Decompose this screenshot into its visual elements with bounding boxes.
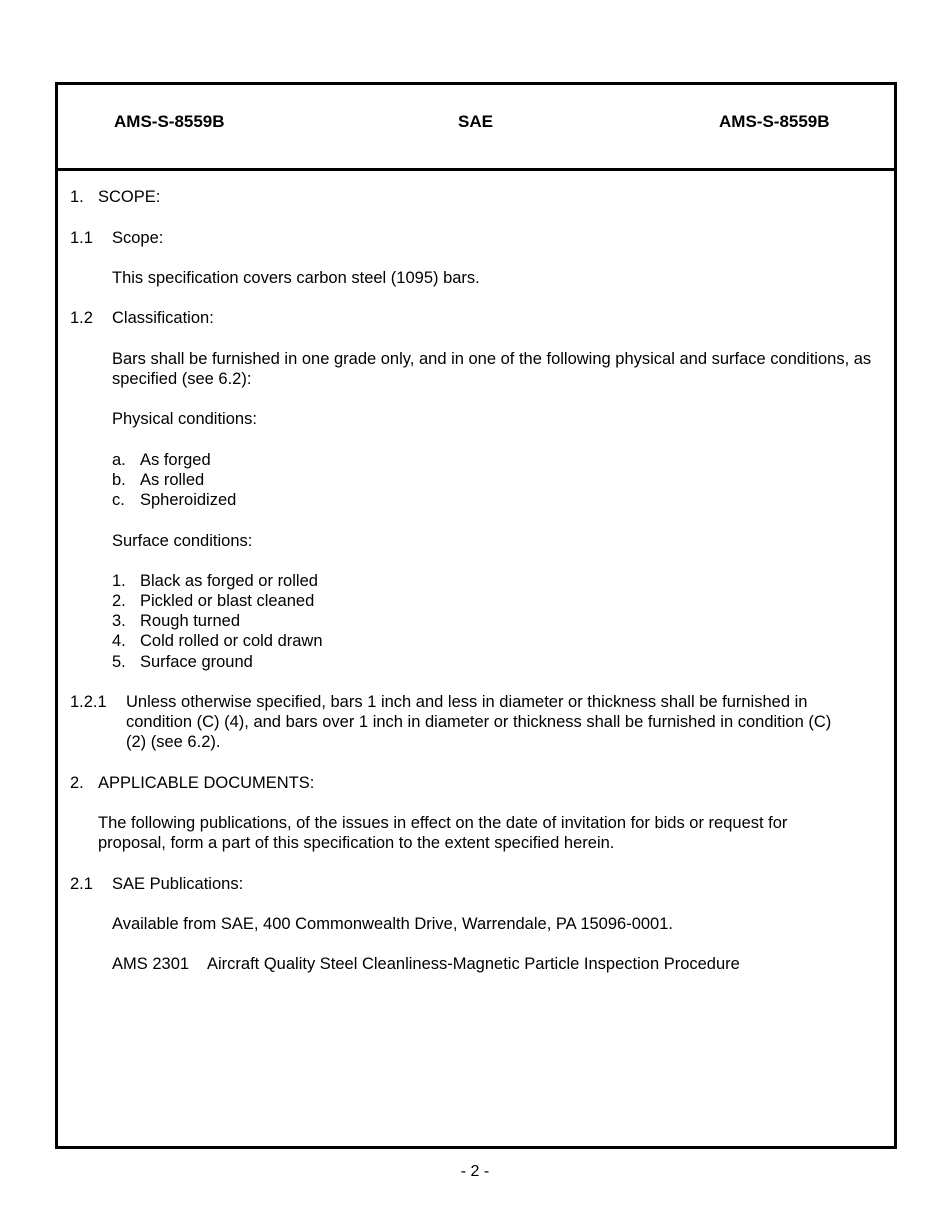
section-2-number: 2.	[70, 774, 84, 792]
surface-item-text: Rough turned	[140, 612, 240, 630]
section-1-2-1-line: Unless otherwise specified, bars 1 inch and less in diameter or thickness shall be furnished in	[126, 693, 808, 711]
physical-item-marker: a.	[112, 451, 126, 469]
physical-item-marker: b.	[112, 471, 126, 489]
surface-item-text: Cold rolled or cold drawn	[140, 632, 323, 650]
section-2-body-line: The following publications, of the issues in effect on the date of invitation for bids or request for	[98, 814, 788, 832]
surface-conditions-heading: Surface conditions:	[112, 532, 253, 550]
surface-item-marker: 5.	[112, 653, 126, 671]
surface-item-text: Surface ground	[140, 653, 253, 671]
header-doc-number-left: AMS-S-8559B	[114, 112, 225, 131]
section-1-2-body: Bars shall be furnished in one grade only, and in one of the following physical and surface conditions, as specified (see 6.2):	[112, 350, 872, 388]
reference-title: Aircraft Quality Steel Cleanliness-Magnetic Particle Inspection Procedure	[207, 955, 740, 973]
sae-availability-address: Available from SAE, 400 Commonwealth Drive, Warrendale, PA 15096-0001.	[112, 915, 673, 933]
section-1-title: SCOPE:	[98, 188, 161, 206]
header-organization: SAE	[458, 112, 493, 131]
surface-item-marker: 3.	[112, 612, 126, 630]
surface-item-text: Black as forged or rolled	[140, 572, 318, 590]
physical-item-text: As forged	[140, 451, 211, 469]
section-1-2-number: 1.2	[70, 309, 93, 327]
reference-code: AMS 2301	[112, 955, 190, 973]
section-1-number: 1.	[70, 188, 84, 206]
physical-item-text: Spheroidized	[140, 491, 237, 509]
surface-item-marker: 2.	[112, 592, 126, 610]
section-1-2-title: Classification:	[112, 309, 214, 327]
section-1-2-1-line: (2) (see 6.2).	[126, 733, 221, 751]
document-header	[58, 85, 894, 171]
section-2-1-title: SAE Publications:	[112, 875, 244, 893]
physical-item-marker: c.	[112, 491, 125, 509]
page-number: - 2 -	[460, 1163, 490, 1180]
section-2-title: APPLICABLE DOCUMENTS:	[98, 774, 315, 792]
header-doc-number-right: AMS-S-8559B	[719, 112, 830, 131]
surface-item-marker: 1.	[112, 572, 126, 590]
surface-item-text: Pickled or blast cleaned	[140, 592, 315, 610]
surface-item-marker: 4.	[112, 632, 126, 650]
section-2-body-line: proposal, form a part of this specification to the extent specified herein.	[98, 834, 615, 852]
section-1-2-1-line: condition (C) (4), and bars over 1 inch in diameter or thickness shall be furnished in condition (C)	[126, 713, 832, 731]
physical-item-text: As rolled	[140, 471, 205, 489]
section-1-1-body: This specification covers carbon steel (1095) bars.	[112, 269, 480, 287]
section-1-1-number: 1.1	[70, 229, 93, 247]
section-1-1-title: Scope:	[112, 229, 164, 247]
physical-conditions-heading: Physical conditions:	[112, 410, 257, 428]
section-1-2-1-number: 1.2.1	[70, 693, 107, 711]
section-2-1-number: 2.1	[70, 875, 93, 893]
